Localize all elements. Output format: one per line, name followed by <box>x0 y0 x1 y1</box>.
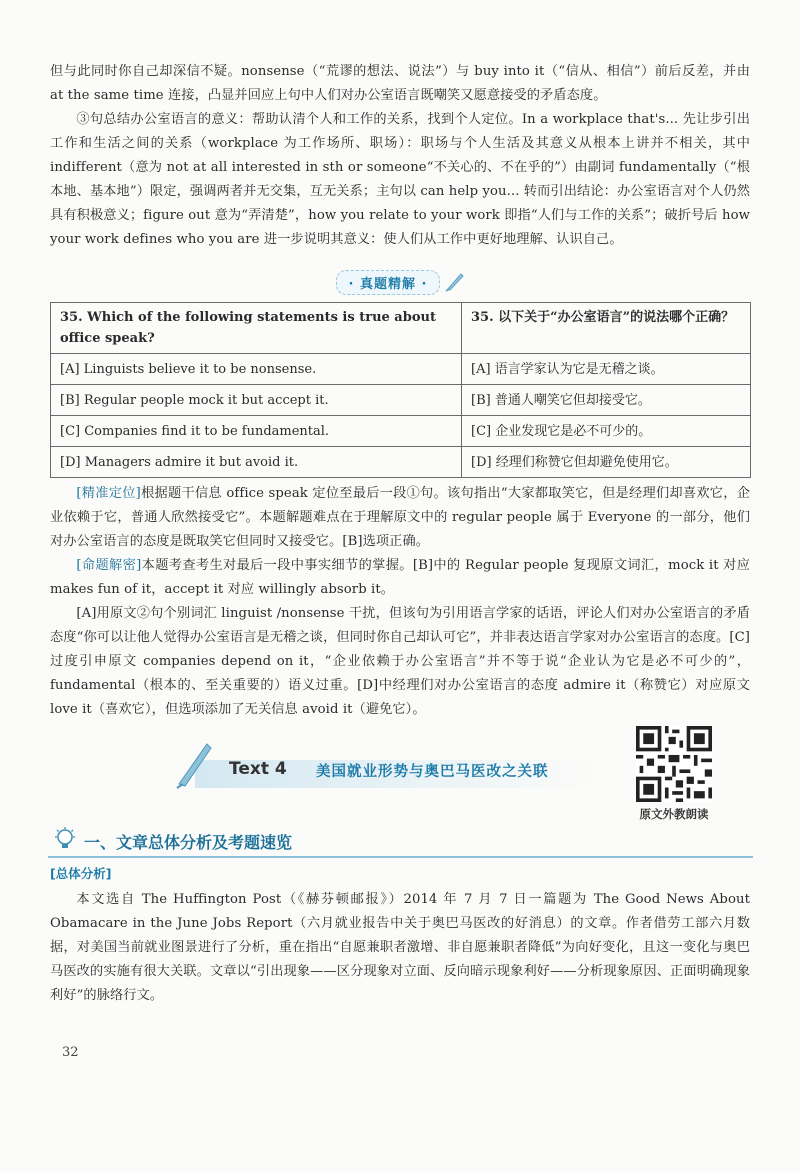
quill-icon <box>444 271 466 293</box>
locate-label: [精准定位] <box>76 486 141 501</box>
text4-title: Text 4 <box>229 759 287 779</box>
locate-paragraph <box>50 482 750 554</box>
section-badge-label: · 真题精解 · <box>336 270 441 295</box>
question-stem-zh: 35. 以下关于“办公室语言”的说法哪个正确？ <box>462 303 751 354</box>
question-stem-en: 35. Which of the following statements is true about office speak? <box>51 303 462 354</box>
intent-text: 本题考查考生对最后一段中事实细节的掌握。[B]中的 Regular people 复现原文词汇，mock it 对应 makes fun of it，accept it 对应 willingly absorb it。 <box>50 558 751 597</box>
locate-text: 根据题干信息 office speak 定位至最后一段①句。该句指出“大家都取笑它，但是经理们却喜欢它，企业依赖于它，普通人欣然接受它”。本题解题难点在于理解原文中的 regular people 属于 Everyone 的一部分，他们对办公室语言的态度是既取笑它但同时又接受它。[B]选项正确。 <box>50 486 751 549</box>
qr-code-icon[interactable] <box>636 726 712 802</box>
option-c-zh: [C] 企业发现它是必不可少的。 <box>462 416 751 447</box>
option-row-b <box>51 385 751 416</box>
option-c-en: [C] Companies find it to be fundamental. <box>51 416 462 447</box>
intent-paragraph <box>50 554 750 602</box>
overall-analysis-body: 本文选自 The Huffington Post（《赫芬顿邮报》）2014 年 7 月 7 日一篇题为 The Good News About Obamacare in the June Jobs Report（六月就业报告中关于奥巴马医改的好消息）的文章。作者借劳工部六月数据，对美国当前就业图景进行了分析，重在指出“自愿兼职者激增、非自愿兼职者降低”为向好变化，且这一变化与奥巴马医改的实施有很大关联。文章以“引出现象——区分现象对立面、反向暗示现象利好——分析现象原因、正面明确现象利好”的脉络行文。 <box>50 892 750 1003</box>
text4-subtitle: 美国就业形势与奥巴马医改之关联 <box>316 764 549 780</box>
option-row-d <box>51 447 751 478</box>
page-number: 32 <box>62 1045 79 1060</box>
lightbulb-icon <box>52 826 78 854</box>
section-badge <box>331 271 471 293</box>
option-d-en: [D] Managers admire it but avoid it. <box>51 447 462 478</box>
option-d-zh: [D] 经理们称赞它但却避免使用它。 <box>462 447 751 478</box>
distractor-paragraph: [A]用原文②句个别词汇 linguist /nonsense 干扰，但该句为引用语言学家的话语，评论人们对办公室语言的矛盾态度“你可以让他人觉得办公室语言是无稽之谈，但同时你自己却认可它”，并非表达语言学家对办公室语言的态度。[C]过度引申原文 companies depend on it，“企业依赖于办公室语言”并不等于说“企业认为它是必不可少的”，fundamental（根本的、至关重要的）语义过重。[D]中经理们对办公室语言的态度 admire it（称赞它）对应原文 love it（喜欢它），但选项添加了无关信息 avoid it（避免它）。 <box>50 606 750 717</box>
overall-analysis-tag: [总体分析] <box>50 866 112 881</box>
section-heading: 一、文章总体分析及考题速览 <box>84 833 293 852</box>
option-row-c <box>51 416 751 447</box>
qr-caption: 原文外教朗读 <box>639 807 709 821</box>
continued-paragraph: 但与此同时你自己却深信不疑。nonsense（“荒谬的想法、说法”）与 buy into it（“信从、相信”）前后反差，并由 at the same time 连接，凸显并回应上句中人们对办公室语言既嘲笑又愿意接受的矛盾态度。 <box>50 64 750 103</box>
question-table <box>50 302 751 478</box>
option-a-en: [A] Linguists believe it to be nonsense. <box>51 354 462 385</box>
intent-label: [命题解密] <box>76 558 142 573</box>
option-b-zh: [B] 普通人嘲笑它但却接受它。 <box>462 385 751 416</box>
paragraph-3-analysis: ③句总结办公室语言的意义：帮助认清个人和工作的关系，找到个人定位。In a workplace that's... 先让步引出工作和生活之间的关系（workplace 为工作场所、职场）：职场与个人生活及其意义从根本上讲并不相关，其中 indifferent（意为 not at all interested in sth or someone“不关心的、不在乎的”）由副词 fundamentally（“根本地、基本地”）限定，强调两者并无交集，互无关系；主句以 can help you... 转而引出结论：办公室语言对个人仍然具有积极意义；figure out 意为“弄清楚”，how you relate to your work 即指“人们与工作的关系”；破折号后 how your work defines who you are 进一步说明其意义：使人们从工作中更好地理解、认识自己。 <box>50 112 750 247</box>
option-row-a <box>51 354 751 385</box>
option-a-zh: [A] 语言学家认为它是无稽之谈。 <box>462 354 751 385</box>
option-b-en: [B] Regular people mock it but accept it. <box>51 385 462 416</box>
question-stem-row <box>51 303 751 354</box>
